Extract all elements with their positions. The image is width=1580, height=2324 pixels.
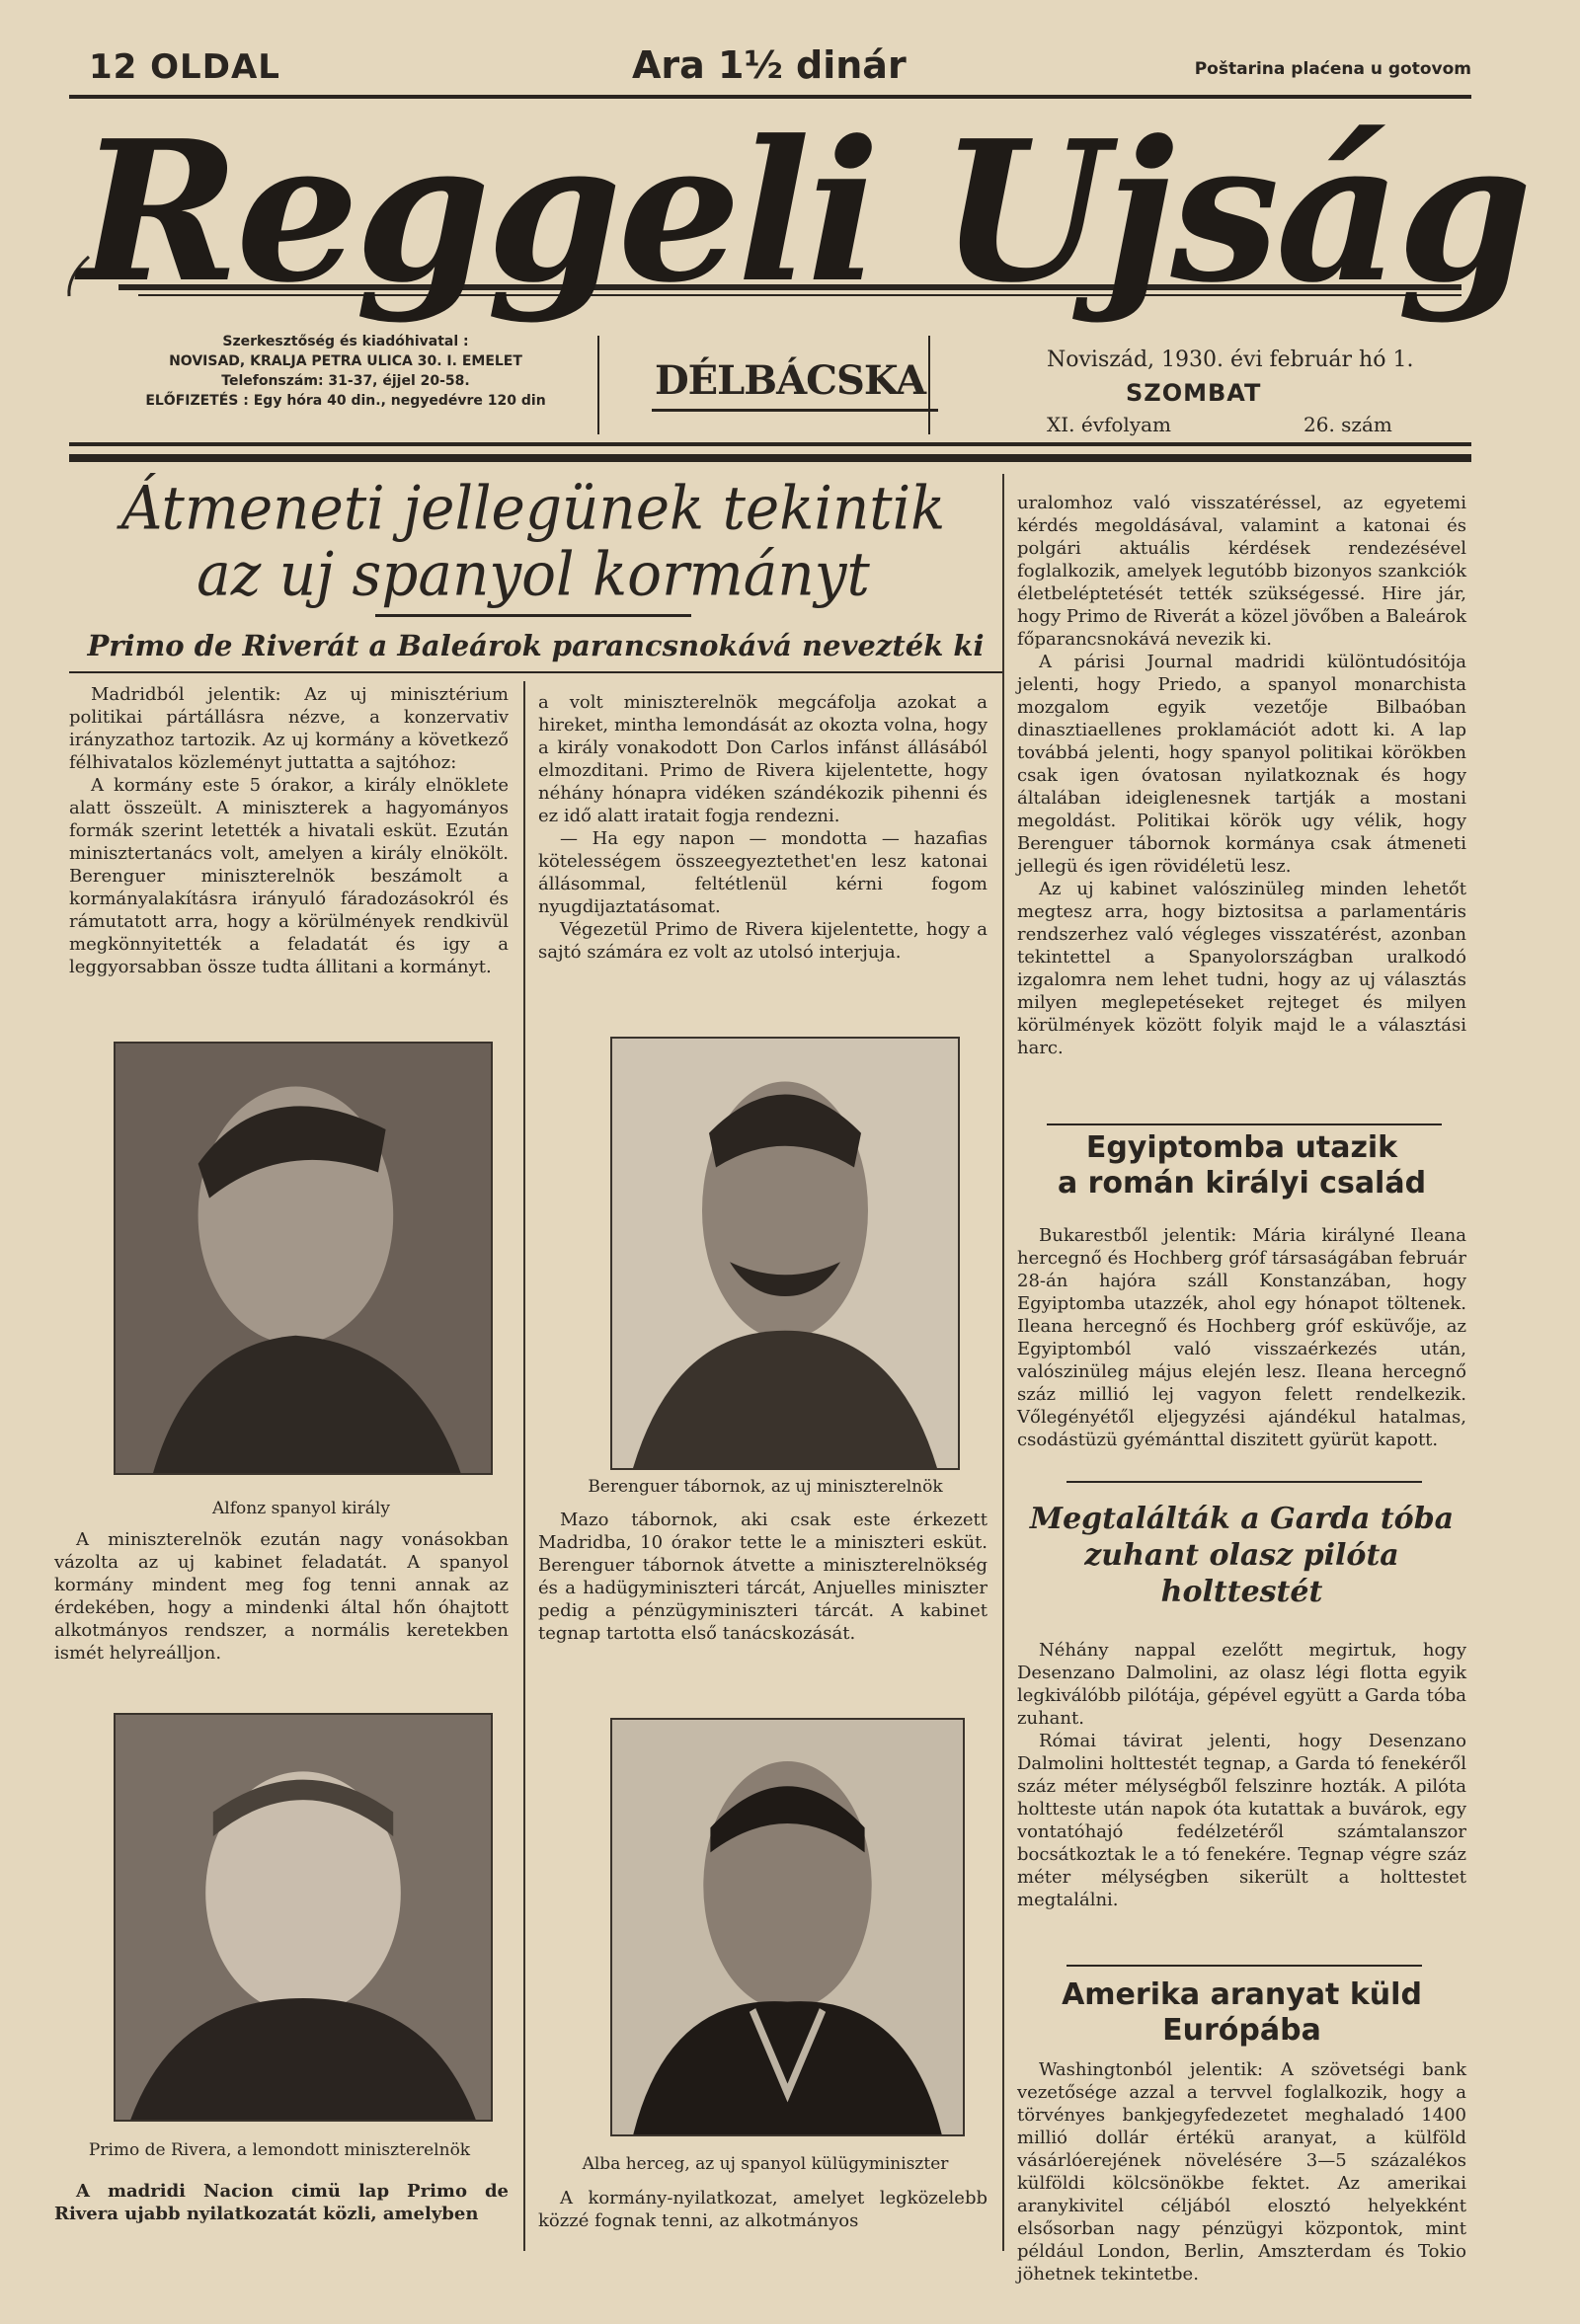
lead-col3-paragraph-3: Az uj kabinet valószinüleg minden lehetőt megtesz arra, hogy biztositsa a parlamentáris rendszerhez való végleges visszatérést, azonban tekintettel a Spanyolországban uralkodó izgalomra nem lehet tudni, hogy az uj választás milyen meglepetéseket rejteget és milyen körülmények között folyik majd le a választási harc. — [1017, 879, 1466, 1058]
lead-col-2 — [538, 691, 988, 964]
america-title-line-1: Amerika aranyat küld — [1062, 1977, 1422, 2012]
partner-logo: DÉLBÁCSKA — [654, 357, 926, 404]
lead-col-3 — [1017, 492, 1466, 1059]
lower-col-1 — [54, 1528, 509, 1665]
garda-paragraph-1: Néhány nappal ezelőtt megirtuk, hogy Desenzano Dalmolini, az olasz légi flotta egyik legkiválóbb pilótája, gépével együtt a Garda tóba zuhant. — [1017, 1640, 1466, 1729]
subhead-rule — [69, 671, 1002, 673]
lead-subhead: Primo de Riverát a Baleárok parancsnokává nevezték ki — [87, 629, 985, 662]
caption-alba: Alba herceg, az uj spanyol külügyminiszter — [582, 2154, 949, 2174]
portrait-alfonz-icon — [116, 1044, 491, 1473]
lower-col2-paragraph-2: A kormány-nyilatkozat, amelyet legközelebb közzé fognak tenni, az alkotmányos — [538, 2188, 988, 2231]
lead-col2-paragraph-2: — Ha egy napon — mondotta — hazafias kötelességem összeegyeztethet'en lesz katonai állásommal, feltétlenül kérni fogom nyugdijaztatásomat. — [538, 828, 988, 917]
partner-rule — [652, 409, 938, 412]
garda-bottom-rule — [1066, 1965, 1422, 1967]
garda-body — [1017, 1639, 1466, 1911]
egypt-title-line-1: Egyiptomba utazik — [1085, 1130, 1398, 1165]
egypt-paragraph-1: Bukarestből jelentik: Mária királyné Ileana hercegnő és Hochberg gróf társaságában február 28-án hajóra száll Konstanzában, hogy Egyiptomba utazzék, ahol egy hónapot töltenek. Ileana hercegnő és Hochberg gróf esküvője, az Egyiptomból való visszaérkezés után, valószinüleg május elején lesz. Ileana hercegnő száz millió lej vagyon felett rendelkezik. Vőlegényétől eljegyzési ajándékul hatalmas, csodástüzü gyémánttal diszitett gyürüt kapott. — [1017, 1225, 1466, 1450]
lead-col3-paragraph-1: uralomhoz való visszatéréssel, az egyetemi kérdés megoldásával, valamint a katonai és polgári aktuális kérdések rendezésével foglalkozik, amelyek legutóbb bizonyos szankciók életbeléptetését tették szükségessé. Hire jár, hogy Primo de Riverát a közel jövőben a Baleárok főparancsnokává nevezik ki. — [1017, 493, 1466, 650]
portrait-primo-icon — [116, 1715, 491, 2120]
lead-col3-paragraph-2: A párisi Journal madridi különtudósitója jelenti, hogy Priedo, a spanyol monarchista mozgalom egyik vezetője Bilbaóban dinasztiaellenes proklamációt adott ki. A lap továbbá jelenti, hogy spanyol politikai körökben csak igen óvatosan nyilatkoznak és hogy általában ideiglenesnek tartják a mostani megoldást. Politikai körök ugy vélik, hogy Berenguer tábornok kormánya csak átmeneti jellegü és igen rövidéletü lesz. — [1017, 652, 1466, 877]
issue-number: 26. szám — [1304, 413, 1392, 436]
egypt-bottom-rule — [1066, 1481, 1422, 1483]
issue-day: SZOMBAT — [1126, 379, 1262, 407]
egypt-top-rule — [1047, 1123, 1442, 1125]
lead-col1-paragraph-1: Madridból jelentik: Az uj minisztérium politikai pártállásra nézve, a konzervativ irányzathoz tartozik. Az uj kormány a következő félhivatalos közleményt juttatta a sajtóhoz: — [69, 684, 509, 773]
photo-alba — [610, 1718, 965, 2136]
column-separator-1 — [523, 681, 525, 2251]
info-separator-2 — [928, 336, 930, 434]
lead-col1-paragraph-2: A kormány este 5 órakor, a király elnöklete alatt összeült. A miniszterek a hagyományos formák szerint letették a hivatali esküt. Ezután minisztertanács volt, amelyen a király elnökölt. Berenguer miniszterelnök beszámolt a kormányalakításra irányuló fáradozásokról és rámutatott arra, hogy a körülmények rendkivül megkönnyitették a feladatát és igy a leggyorsabban össze tudta állitani a kormányt. — [69, 775, 509, 977]
info-separator-1 — [597, 336, 599, 434]
lower-col2-paragraph-1: Mazo tábornok, aki csak este érkezett Madridba, 10 órakor tette le a miniszteri esküt. Berenguer tábornok átvette a miniszterelnökség és a hadügyminiszteri tárcát, Anjuelles miniszter pedig a pénzügyminiszteri tárcát. A kabinet tegnap tartotta első tanácskozását. — [538, 1510, 988, 1644]
lead-headline — [79, 472, 988, 610]
column-separator-2 — [1002, 474, 1004, 2251]
price: Ara 1½ dinár — [632, 43, 907, 87]
volume-year: XI. évfolyam — [1047, 413, 1172, 436]
lower-col-2-tail — [538, 2187, 988, 2232]
caption-berenguer: Berenguer tábornok, az uj miniszterelnök — [588, 1477, 943, 1497]
garda-title-line-2: zuhant olasz pilóta — [1084, 1538, 1399, 1573]
issue-date: Noviszád, 1930. évi február hó 1. — [1047, 348, 1414, 372]
publisher-info — [89, 332, 602, 411]
garda-title — [1017, 1501, 1466, 1610]
addr-line-3: Telefonszám: 31-37, éjjel 20-58. — [221, 373, 470, 389]
lower-col1-paragraph-1: A miniszterelnök ezután nagy vonásokban vázolta az uj kabinet feladatát. A spanyol kormány mindent meg fog tenni annak az érdekében, hogy a mindenki által hőn óhajtott alkotmányos rendszer, a normális keretekben ismét helyreálljon. — [54, 1529, 509, 1664]
egypt-body — [1017, 1224, 1466, 1451]
caption-primo: Primo de Rivera, a lemondott miniszterelnök — [88, 2140, 471, 2160]
america-title — [1017, 1977, 1466, 2049]
lead-headline-line-1: Átmeneti jellegünek tekintik — [120, 472, 946, 544]
masthead — [59, 99, 1529, 326]
info-rule-thick — [69, 454, 1471, 462]
america-body — [1017, 2058, 1466, 2285]
addr-line-4: ELŐFIZETÉS : Egy hóra 40 din., negyedévre 120 din — [145, 393, 546, 409]
garda-title-line-1: Megtalálták a Garda tóba — [1029, 1502, 1455, 1536]
addr-line-2: NOVISAD, KRALJA PETRA ULICA 30. I. EMELET — [169, 353, 522, 369]
lower-col1-paragraph-2: A madridi Nacion cimü lap Primo de Rivera ujabb nyilatkozatát közli, amelyben — [54, 2181, 509, 2224]
photo-berenguer — [610, 1037, 960, 1470]
lower-col-1-tail — [54, 2180, 509, 2225]
america-paragraph-1: Washingtonból jelentik: A szövetségi bank vezetősége azzal a tervvel foglalkozik, hogy a törvényes bankjegyfedezetet meghaladó 1400 millió dollár értékü aranyat, a külföld vásárlóerejének növelésére 3—5 százalékos külföldi kölcsönökbe fektet. Az amerikai aranykivitel céljából elosztó helyekként elsősorban nagy pénzügyi központok, mint például London, Berlin, Amszterdam és Tokio jöhetnek tekintetbe. — [1017, 2059, 1466, 2285]
info-band — [69, 318, 1471, 446]
lower-col-2 — [538, 1509, 988, 1645]
garda-paragraph-2: Római távirat jelenti, hogy Desenzano Dalmolini holttestét tegnap, a Garda tó fenekéről száz méter mélységből felszinre hozták. A pilóta holtteste után napok óta kutattak a buvárok, egy vontatóhajó fedélzetéről számtalanszor bocsátkoztak le a tó fenekére. Tegnap végre száz méter mélységben sikerült a holttestet megtalálni. — [1017, 1731, 1466, 1910]
photo-alfonz — [114, 1042, 493, 1475]
egypt-title-line-2: a román királyi család — [1057, 1166, 1427, 1201]
info-rule-thin — [69, 442, 1471, 446]
lead-col-1 — [69, 683, 509, 978]
photo-primo — [114, 1713, 493, 2122]
lead-col2-paragraph-1: a volt miniszterelnök megcáfolja azokat a hireket, mintha lemondását az okozta volna, hogy a király vonakodott Don Carlos infánst állásából elmozditani. Primo de Rivera kijelentette, hogy néhány hónapra vidéken szándékozik pihenni és ez idő alatt iratait fogja rendezni. — [538, 692, 988, 826]
america-title-line-2: Európába — [1162, 2013, 1321, 2048]
portrait-alba-icon — [612, 1720, 963, 2134]
lead-col2-paragraph-3: Végezetül Primo de Rivera kijelentette, hogy a sajtó számára ez volt az utolsó interjuja. — [538, 919, 988, 963]
masthead-title: Reggeli Ujság — [79, 99, 1529, 326]
lead-headline-line-2: az uj spanyol kormányt — [197, 538, 870, 610]
postage-note: Poštarina plaćena u gotovom — [1194, 59, 1471, 79]
portrait-berenguer-icon — [612, 1039, 958, 1468]
headline-rule — [375, 614, 691, 617]
page-count: 12 OLDAL — [89, 47, 280, 87]
addr-line-1: Szerkesztőség és kiadóhivatal : — [222, 334, 469, 349]
egypt-title — [1017, 1130, 1466, 1201]
garda-title-line-3: holttestét — [1160, 1575, 1323, 1609]
caption-alfonz: Alfonz spanyol király — [212, 1499, 390, 1518]
